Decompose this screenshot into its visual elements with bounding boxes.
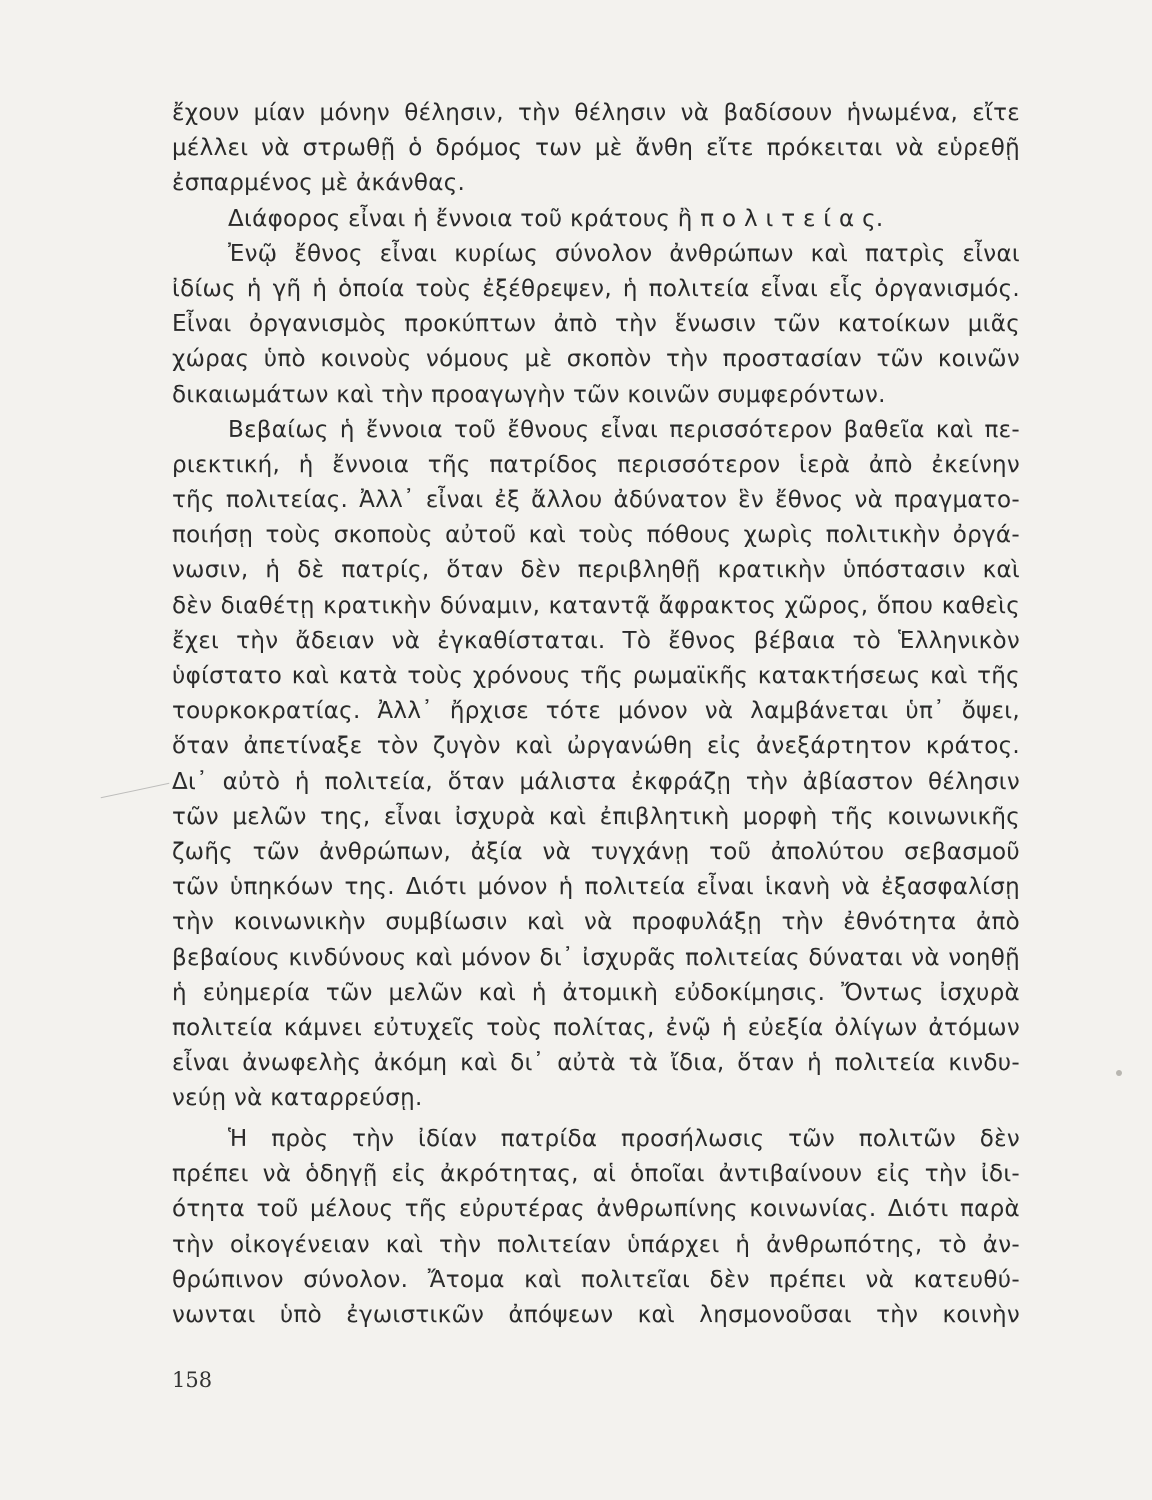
text-line: ότητα τοῦ μέλους τῆς εὐρυτέρας ἀνθρωπίνης κοινωνίας. Διότι παρὰ [172,1196,1020,1223]
text-line: δὲν διαθέτῃ κρατικὴν δύναμιν, καταντᾷ ἄφρακτος χῶρος, ὅπου καθεὶς [172,592,1020,619]
text-line: Εἶναι ὀργανισμὸς προκύπτων ἀπὸ τὴν ἕνωσιν τῶν κατοίκων μιᾶς [172,311,1020,338]
text-line: Δι᾽ αὐτὸ ἡ πολιτεία, ὅταν μάλιστα ἐκφράζῃ τὴν ἀβίαστον θέλησιν [172,768,1020,795]
page-number: 158 [172,1368,213,1392]
text-line: τὴν οἰκογένειαν καὶ τὴν πολιτείαν ὑπάρχει ἡ ἀνθρωπότης, τὸ ἀν- [172,1231,1020,1258]
text-line: χώρας ὑπὸ κοινοὺς νόμους μὲ σκοπὸν τὴν προστασίαν τῶν κοινῶν [172,346,1020,373]
text-line: ποιήσῃ τοὺς σκοποὺς αὐτοῦ καὶ τοὺς πόθους χωρὶς πολιτικὴν ὀργά- [172,522,1020,549]
text-line: Διάφορος εἶναι ἡ ἔννοια τοῦ κράτους ἢ π ο λ ι τ ε ί α ς. [228,205,884,232]
text-line: ζωῆς τῶν ἀνθρώπων, ἀξία νὰ τυγχάνῃ τοῦ ἀπολύτου σεβασμοῦ [172,838,1020,865]
text-line: μέλλει νὰ στρωθῇ ὁ δρόμος των μὲ ἄνθη εἴτε πρόκειται νὰ εὑρεθῇ [172,135,1020,162]
text-line: νωνται ὑπὸ ἐγωιστικῶν ἀπόψεων καὶ λησμονοῦσαι τὴν κοινὴν [172,1301,1020,1328]
paper-speck [1116,1070,1122,1076]
text-line: Βεβαίως ἡ ἔννοια τοῦ ἔθνους εἶναι περισσότερον βαθεῖα καὶ πε- [228,416,1020,443]
text-line: εἶναι ἀνωφελὴς ἀκόμη καὶ δι᾽ αὐτὰ τὰ ἴδια, ὅταν ἡ πολιτεία κινδυ- [172,1050,1020,1077]
text-line: δικαιωμάτων καὶ τὴν προαγωγὴν τῶν κοινῶν συμφερόντων. [172,381,886,408]
text-line: ἔχει τὴν ἄδειαν νὰ ἐγκαθίσταται. Τὸ ἔθνος βέβαια τὸ Ἑλληνικὸν [172,627,1020,654]
main-text-block [172,96,1020,1116]
text-line: ἐσπαρμένος μὲ ἀκάνθας. [172,170,466,197]
text-line: τουρκοκρατίας. Ἀλλ᾽ ἤρχισε τότε μόνον νὰ λαμβάνεται ὑπ᾽ ὄψει, [172,698,1020,725]
text-line: ἔχουν μίαν μόνην θέλησιν, τὴν θέλησιν νὰ βαδίσουν ἡνωμένα, εἴτε [172,100,1020,126]
text-line: ὑφίστατο καὶ κατὰ τοὺς χρόνους τῆς ρωμαϊκῆς κατακτήσεως καὶ τῆς [172,663,1020,689]
text-line: ὅταν ἀπετίναξε τὸν ζυγὸν καὶ ὠργανώθη εἰς ἀνεξάρτητον κράτος. [172,733,1020,760]
text-line: ἡ εὐημερία τῶν μελῶν καὶ ἡ ἀτομικὴ εὐδοκίμησις. Ὄντως ἰσχυρὰ [172,979,1020,1006]
text-line: νωσιν, ἡ δὲ πατρίς, ὅταν δὲν περιβληθῇ κρατικὴν ὑπόστασιν καὶ [172,557,1020,584]
text-line: τὴν κοινωνικὴν συμβίωσιν καὶ νὰ προφυλάξῃ τὴν ἐθνότητα ἀπὸ [172,909,1020,936]
text-line: τῆς πολιτείας. Ἀλλ᾽ εἶναι ἐξ ἄλλου ἀδύνατον ἓν ἔθνος νὰ πραγματο- [172,487,1020,514]
margin-pencil-mark [101,783,170,799]
text-line: Ἡ πρὸς τὴν ἰδίαν πατρίδα προσήλωσις τῶν πολιτῶν δὲν [228,1126,1020,1152]
text-line: Ἐνῷ ἔθνος εἶναι κυρίως σύνολον ἀνθρώπων καὶ πατρὶς εἶναι [228,240,1020,267]
text-line: ἰδίως ἡ γῆ ἡ ὁποία τοὺς ἐξέθρεψεν, ἡ πολιτεία εἶναι εἷς ὀργανισμός. [172,275,1020,302]
text-line: τῶν μελῶν της, εἶναι ἰσχυρὰ καὶ ἐπιβλητικὴ μορφὴ τῆς κοινωνικῆς [172,803,1020,830]
text-line: νεύῃ νὰ καταρρεύσῃ. [172,1085,423,1112]
text-line: βεβαίους κινδύνους καὶ μόνον δι᾽ ἰσχυρᾶς πολιτείας δύναται νὰ νοηθῇ [172,944,1020,971]
text-line: ριεκτική, ἡ ἔννοια τῆς πατρίδος περισσότερον ἱερὰ ἀπὸ ἐκείνην [172,451,1020,478]
text-line: θρώπινον σύνολον. Ἄτομα καὶ πολιτεῖαι δὲν πρέπει νὰ κατευθύ- [172,1266,1020,1293]
text-line: πρέπει νὰ ὁδηγῇ εἰς ἀκρότητας, αἱ ὁποῖαι ἀντιβαίνουν εἰς τὴν ἰδι- [172,1161,1020,1188]
text-line: πολιτεία κάμνει εὐτυχεῖς τοὺς πολίτας, ἐνῷ ἡ εὐεξία ὀλίγων ἀτόμων [172,1014,1020,1041]
second-text-block [172,1122,1020,1333]
text-line: τῶν ὑπηκόων της. Διότι μόνον ἡ πολιτεία εἶναι ἱκανὴ νὰ ἐξασφαλίσῃ [172,874,1020,901]
